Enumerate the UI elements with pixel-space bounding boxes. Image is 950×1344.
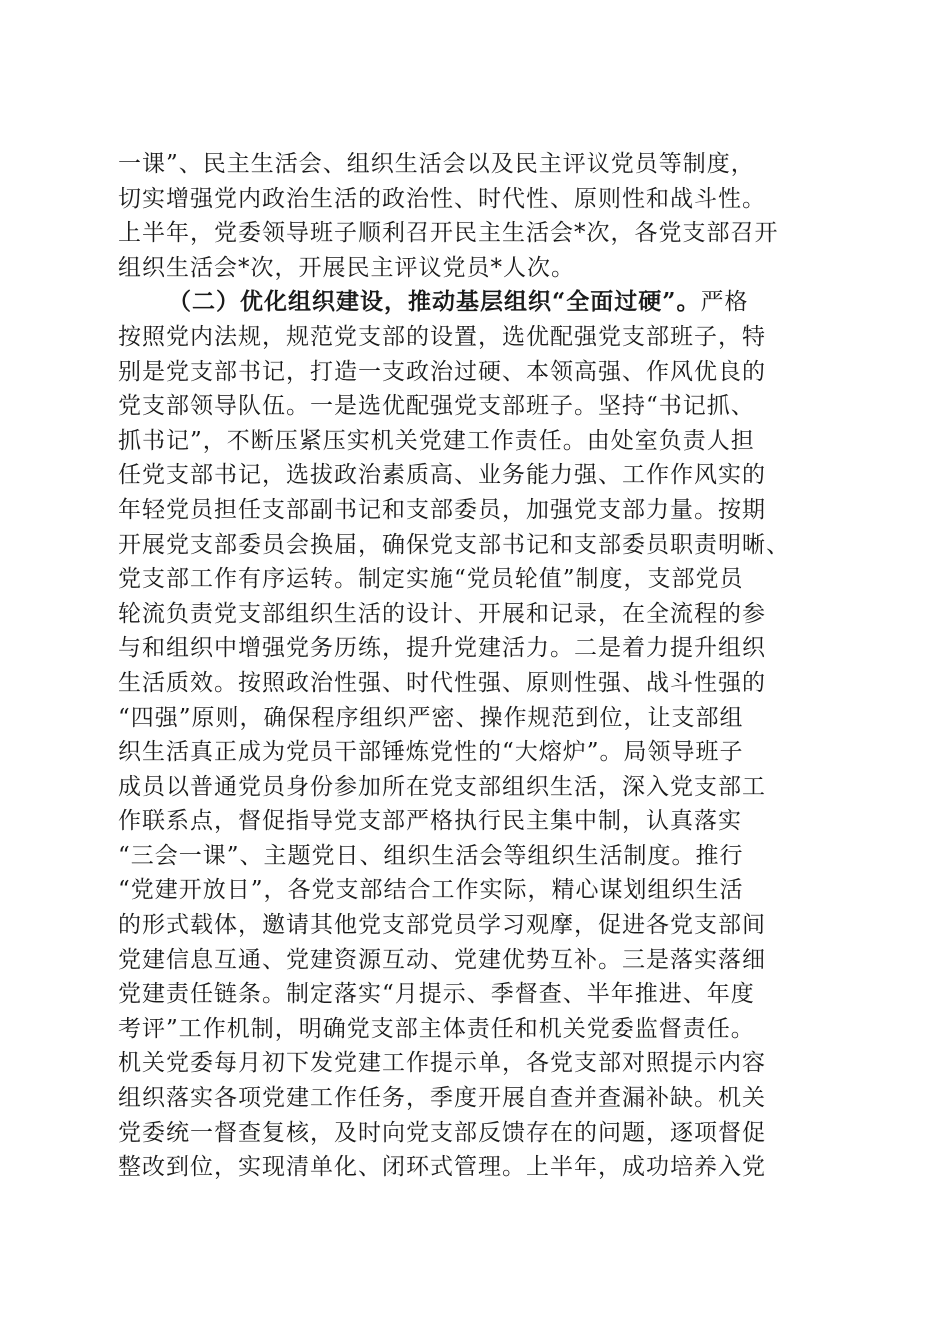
section-heading-line: [118, 285, 830, 320]
text-line: 成员以普通党员身份参加所在党支部组织生活，深入党支部工: [118, 773, 766, 800]
text-line: 党委统一督查复核，及时向党支部反馈存在的问题，逐项督促: [118, 1119, 766, 1146]
text-line: 机关党委每月初下发党建工作提示单，各党支部对照提示内容: [118, 1050, 766, 1077]
text-line: 党建责任链条。制定落实“月提示、季督查、半年推进、年度: [118, 981, 755, 1008]
text-line: 一课”、民主生活会、组织生活会以及民主评议党员等制度，: [118, 151, 755, 177]
text-line: 切实增强党内政治生活的政治性、时代性、原则性和战斗性。: [118, 185, 766, 212]
text-line: 整改到位，实现清单化、闭环式管理。上半年，成功培养入党: [118, 1154, 766, 1181]
text-line: 织生活真正成为党员干部锤炼党性的“大熔炉”。局领导班子: [118, 739, 744, 766]
text-fragment: 严格: [700, 289, 749, 316]
text-line: 与和组织中增强党务历练，提升党建活力。二是着力提升组织: [118, 635, 766, 662]
text-line: “党建开放日”，各党支部结合工作实际，精心谋划组织生活: [118, 877, 744, 904]
text-line: 生活质效。按照政治性强、时代性强、原则性强、战斗性强的: [118, 669, 766, 696]
text-line: 任党支部书记，选拔政治素质高、业务能力强、工作作风实的: [118, 462, 766, 489]
text-line: 轮流负责党支部组织生活的设计、开展和记录，在全流程的参: [118, 600, 766, 627]
text-line: 组织生活会*次，开展民主评议党员*人次。: [118, 254, 575, 281]
text-line: 按照党内法规，规范党支部的设置，选优配强党支部班子，特: [118, 323, 766, 350]
text-line: “四强”原则，确保程序组织严密、操作规范到位，让支部组: [118, 704, 744, 731]
text-line: 党支部工作有序运转。制定实施“党员轮值”制度，支部党员: [118, 566, 744, 593]
text-line: 上半年，党委领导班子顺利召开民主生活会*次，各党支部召开: [118, 220, 779, 247]
text-line: 的形式载体，邀请其他党支部党员学习观摩，促进各党支部间: [118, 912, 766, 939]
text-line: 考评”工作机制，明确党支部主体责任和机关党委监督责任。: [118, 1015, 755, 1042]
text-line: 作联系点，督促指导党支部严格执行民主集中制，认真落实: [118, 808, 742, 835]
text-line: 别是党支部书记，打造一支政治过硬、本领高强、作风优良的: [118, 358, 766, 385]
section-heading: （二）优化组织建设，推动基层组织“全面过硬”。: [168, 288, 701, 316]
text-line: 开展党支部委员会换届，确保党支部书记和支部委员职责明晰、: [118, 531, 790, 558]
document-body: [118, 147, 830, 1185]
text-line: 党建信息互通、党建资源互动、党建优势互补。三是落实落细: [118, 946, 766, 973]
text-line: 年轻党员担任支部副书记和支部委员，加强党支部力量。按期: [118, 496, 766, 523]
text-line: 抓书记”，不断压紧压实机关党建工作责任。由处室负责人担: [118, 427, 755, 454]
text-line: 党支部领导队伍。一是选优配强党支部班子。坚持“书记抓、: [118, 393, 755, 420]
text-line: 组织落实各项党建工作任务，季度开展自查并查漏补缺。机关: [118, 1085, 766, 1112]
text-line: “三会一课”、主题党日、组织生活会等组织生活制度。推行: [118, 842, 744, 869]
